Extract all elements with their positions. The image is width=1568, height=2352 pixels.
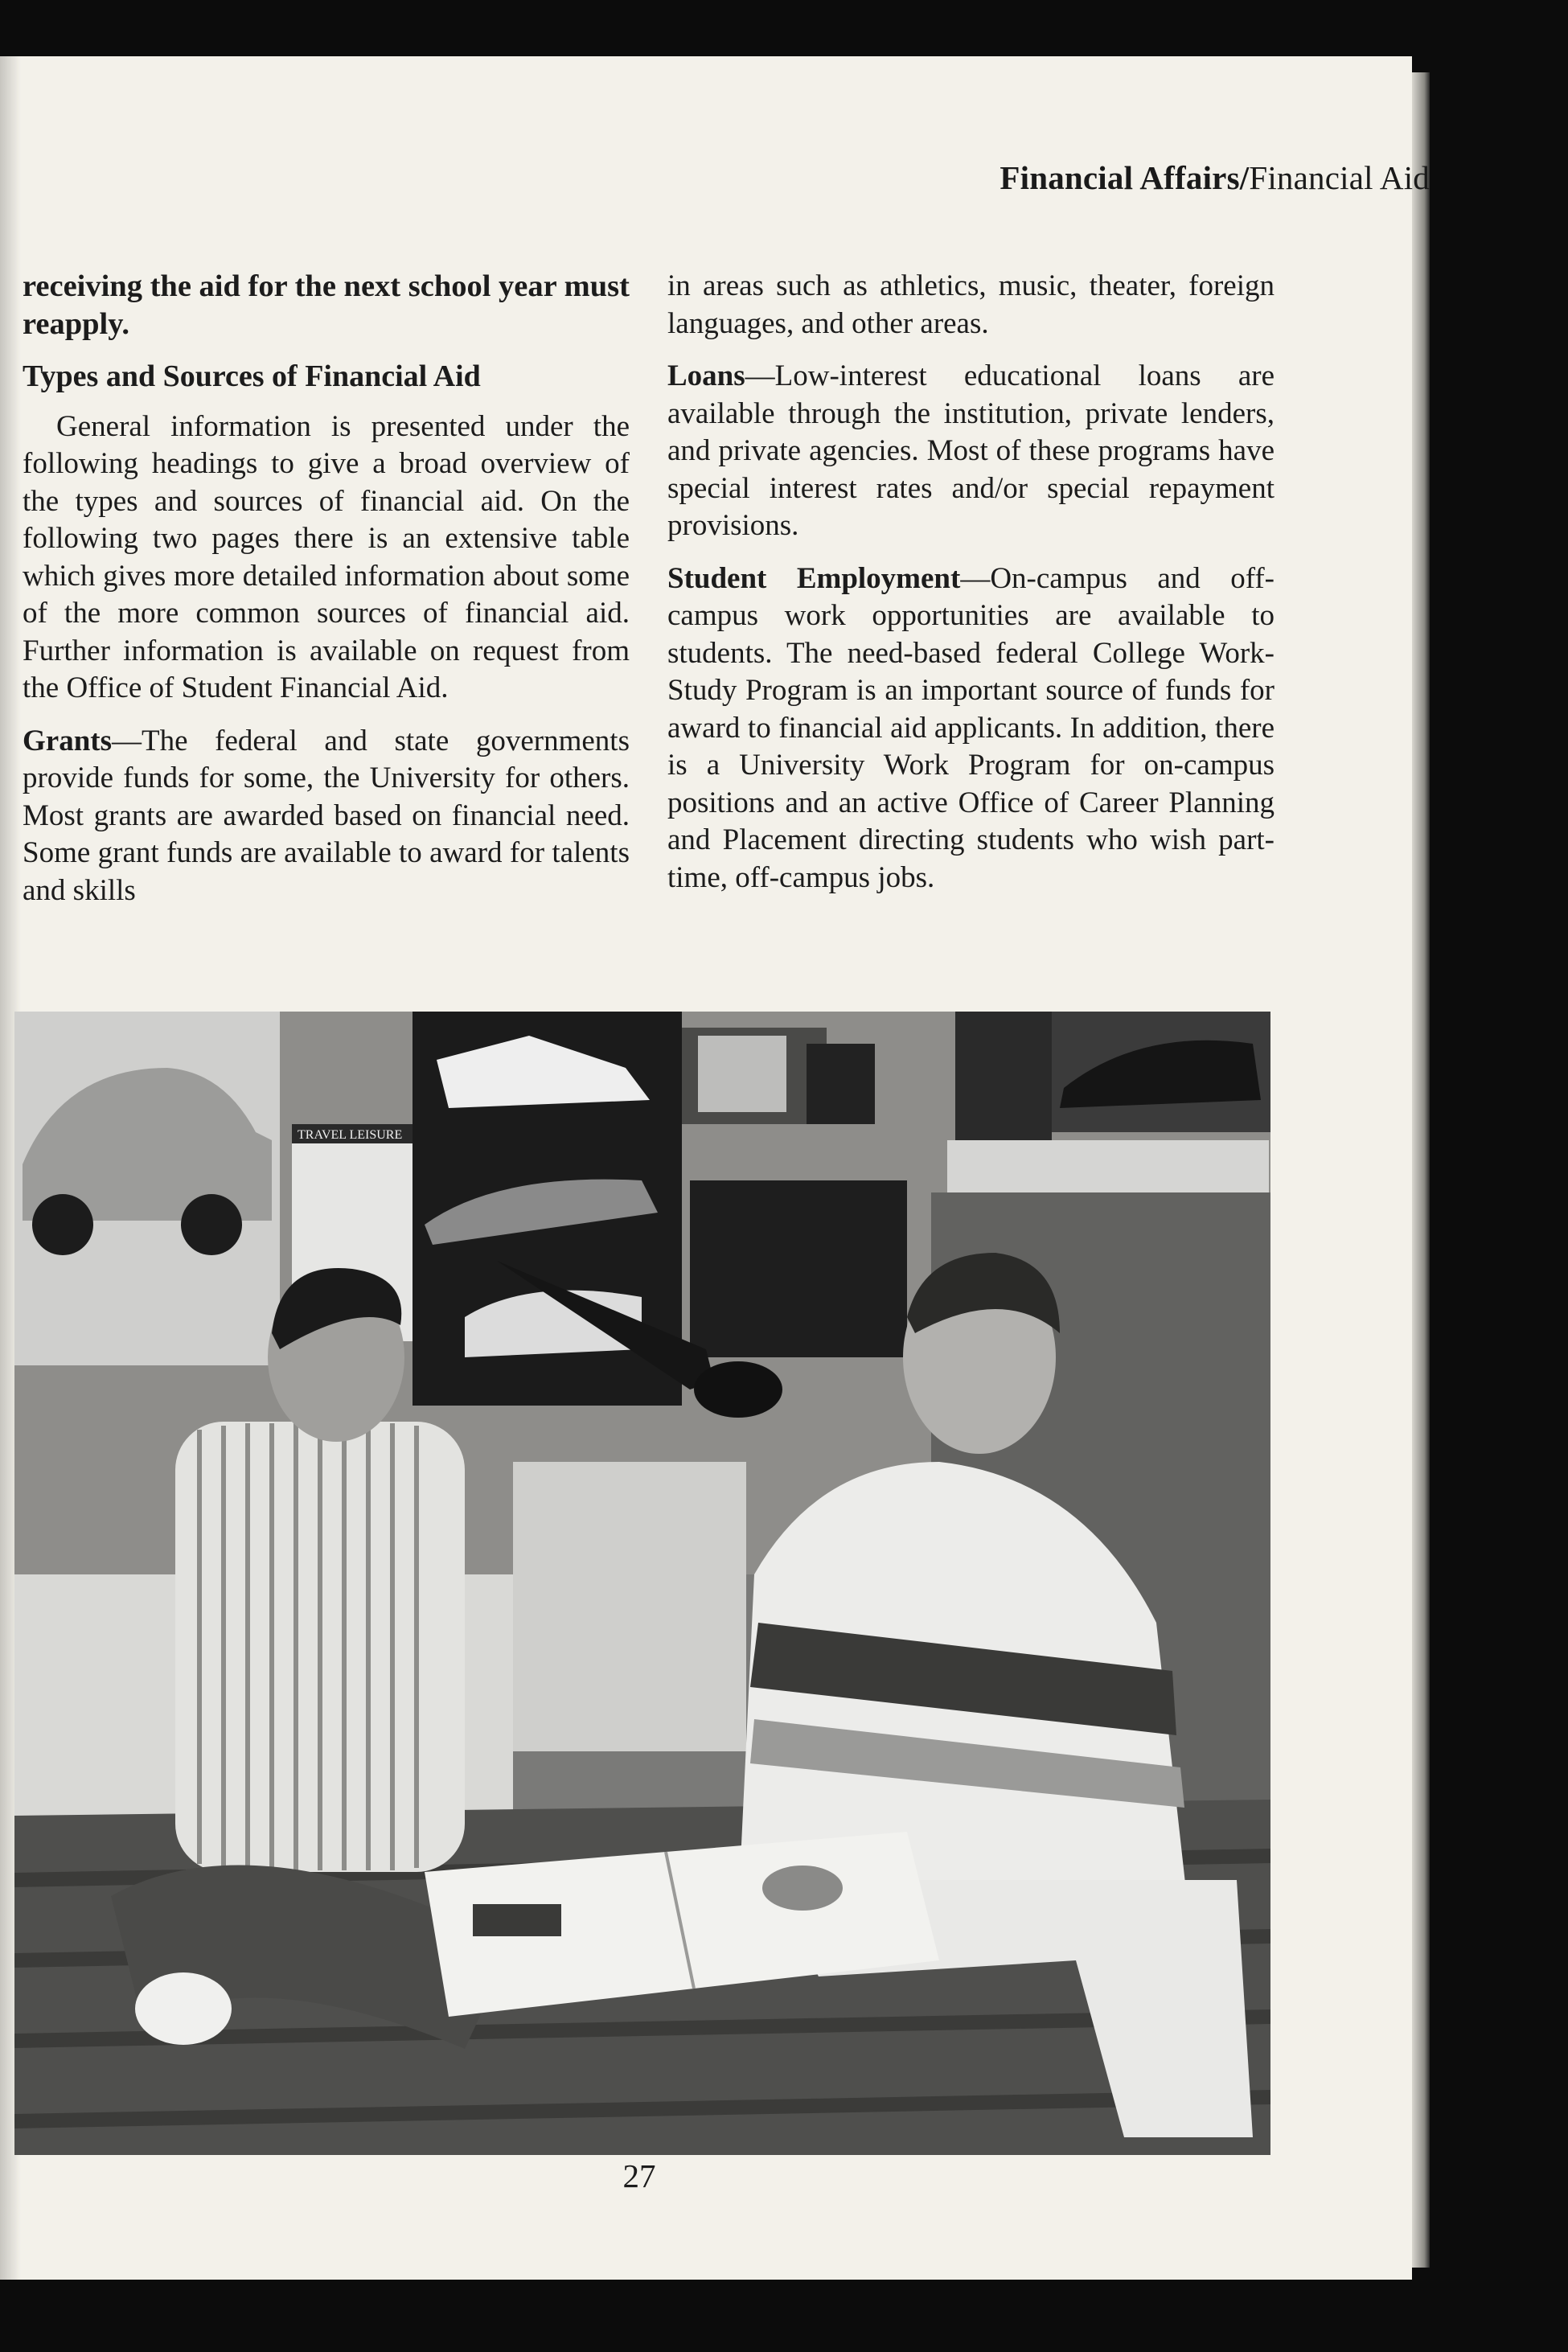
section-heading: Types and Sources of Financial Aid (23, 359, 481, 393)
page-edge (1412, 72, 1430, 2268)
employment-term: Student Employment (667, 561, 961, 595)
carryover-sentence: receiving the aid for the next school year must reapply. (23, 269, 630, 341)
running-head-section: Financial Affairs/ (999, 159, 1250, 196)
magazine-title: TRAVEL LEISURE (298, 1128, 403, 1142)
wheel-left (32, 1194, 93, 1255)
loans-term: Loans (667, 359, 745, 392)
employment-text: —On-campus and off-campus work opportunities are available to students. The need-based federal College Work-Study Program is an important source of funds for award to financial aid applicants. In addition, there is a University Work Program for on-campus positions and an active Office of Career Planning and Placement directing students who wish part-time, off-campus jobs. (667, 561, 1275, 894)
desk (513, 1462, 746, 1751)
intro-paragraph: General information is presented under the following headings to give a broad overview of the types and sources of financial aid. On the following two pages there is an extensive table which gives more detailed information about some of the more common sources of financial aid. Further information is available on request from the Office of Student Financial Aid. (23, 409, 630, 704)
left-column (23, 268, 630, 925)
grants-text: —The federal and state governments provide funds for some, the University for others. Most grants are awarded based on financial need. Some grant funds are available to award for talents and skills (23, 724, 630, 907)
loans-paragraph (667, 358, 1275, 545)
photo-illustration (14, 1012, 1270, 2155)
grants-term: Grants (23, 724, 112, 757)
grants-continuation: in areas such as athletics, music, theater, foreign languages, and other areas. (667, 269, 1275, 340)
loans-text: —Low-interest educational loans are available through the institution, private lenders, and private agencies. Most of these programs have special interest rates and/or special repayment provisions. (667, 359, 1275, 542)
dorm-room-photo (14, 1012, 1270, 2155)
grants-paragraph (23, 723, 630, 910)
running-head (999, 158, 1430, 197)
employment-paragraph (667, 560, 1275, 897)
television (690, 1180, 907, 1357)
running-head-subsection: Financial Aid (1249, 159, 1430, 196)
right-column (667, 268, 1275, 912)
page-number: 27 (622, 2157, 656, 2194)
wheel-right (181, 1194, 242, 1255)
